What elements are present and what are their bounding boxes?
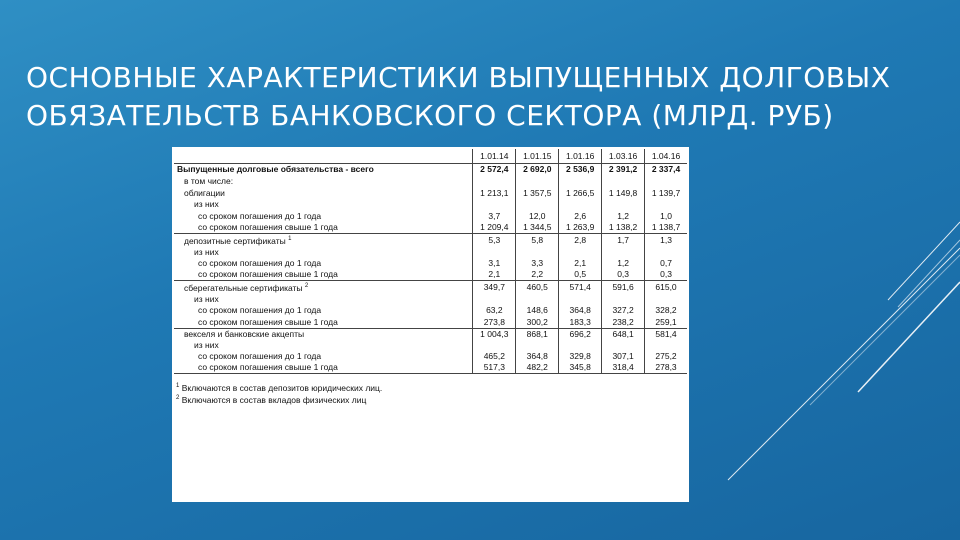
row-label-text: со сроком погашения свыше 1 года	[198, 221, 338, 232]
table-cell	[516, 175, 559, 188]
table-cell	[645, 340, 687, 351]
table-cell	[559, 199, 602, 210]
table-cell: 63,2	[473, 305, 516, 316]
table-cell: 696,2	[559, 328, 602, 340]
row-label	[174, 269, 473, 281]
row-label-text: облигации	[184, 188, 225, 199]
decor-line-5	[728, 248, 960, 480]
table-row	[174, 281, 687, 294]
table-cell: 1 139,7	[645, 188, 687, 199]
table-cell: 615,0	[645, 281, 687, 294]
footnote-mark: 2	[176, 395, 180, 402]
table-cell: 2 692,0	[516, 164, 559, 176]
row-label	[174, 211, 473, 222]
table-cell	[645, 294, 687, 305]
table-row	[174, 188, 687, 199]
debt-table	[174, 149, 687, 374]
decor-line-4	[810, 255, 960, 405]
footnote-text: Включаются в состав депозитов юридических лиц.	[181, 383, 383, 394]
row-label-text: со сроком погашения свыше 1 года	[198, 316, 338, 327]
column-header: 1.03.16	[602, 149, 645, 164]
table-row	[174, 351, 687, 362]
table-cell: 2,8	[559, 233, 602, 246]
row-label-text: со сроком погашения до 1 года	[198, 210, 322, 221]
table-row	[174, 199, 687, 210]
row-label-text: Выпущенные долговые обязательства - всего	[177, 164, 374, 175]
row-label	[174, 305, 473, 316]
table-cell: 2,1	[559, 258, 602, 269]
table-cell: 571,4	[559, 281, 602, 294]
table-cell	[645, 247, 687, 258]
table-row	[174, 175, 687, 188]
table-cell: 327,2	[602, 305, 645, 316]
table-row	[174, 340, 687, 351]
table-cell: 2 337,4	[645, 164, 687, 176]
row-label	[174, 222, 473, 234]
table-cell	[559, 294, 602, 305]
row-label-text: со сроком погашения свыше 1 года	[198, 269, 338, 280]
row-label-text: сберегательные сертификаты	[184, 283, 303, 294]
row-label-text: из них	[194, 340, 219, 350]
table-cell: 2,1	[473, 269, 516, 281]
table-cell: 2,2	[516, 269, 559, 281]
table-cell: 1 263,9	[559, 222, 602, 234]
table-cell: 648,1	[602, 328, 645, 340]
table-cell: 3,1	[473, 258, 516, 269]
table-cell: 345,8	[559, 362, 602, 374]
table-cell: 278,3	[645, 362, 687, 374]
table-cell: 318,4	[602, 362, 645, 374]
table-cell	[473, 199, 516, 210]
column-header: 1.01.14	[473, 149, 516, 164]
table-cell: 1 209,4	[473, 222, 516, 234]
table-cell: 3,3	[516, 258, 559, 269]
table-cell: 1 344,5	[516, 222, 559, 234]
row-label-text: из них	[194, 199, 219, 210]
table-cell	[473, 247, 516, 258]
table-row	[174, 317, 687, 329]
row-label-text: со сроком погашения до 1 года	[198, 258, 322, 269]
table-row	[174, 328, 687, 340]
row-label	[174, 328, 473, 340]
row-label	[174, 317, 473, 329]
row-label-text: со сроком погашения до 1 года	[198, 305, 322, 316]
slide-title-line-1: ОСНОВНЫЕ ХАРАКТЕРИСТИКИ ВЫПУЩЕННЫХ ДОЛГОВЫХ	[26, 60, 891, 94]
table-cell: 349,7	[473, 281, 516, 294]
table-header-row	[174, 149, 687, 164]
table-cell	[516, 294, 559, 305]
row-label	[174, 233, 473, 246]
table-cell: 364,8	[559, 305, 602, 316]
table-cell: 1,2	[602, 258, 645, 269]
table-cell: 1 357,5	[516, 188, 559, 199]
table-cell: 2,6	[559, 211, 602, 222]
table-cell: 364,8	[516, 351, 559, 362]
table-cell: 3,7	[473, 211, 516, 222]
row-label-text: депозитные сертификаты	[184, 235, 286, 246]
table-cell	[473, 294, 516, 305]
column-header: 1.01.15	[516, 149, 559, 164]
decor-line-2	[898, 240, 960, 307]
row-label-text: из них	[194, 246, 219, 257]
row-label-text: из них	[194, 294, 219, 305]
table-cell	[559, 175, 602, 188]
table-cell	[602, 294, 645, 305]
table-cell: 1 138,2	[602, 222, 645, 234]
table-cell: 581,4	[645, 328, 687, 340]
table-cell: 148,6	[516, 305, 559, 316]
table-cell: 1 004,3	[473, 328, 516, 340]
table-cell	[473, 340, 516, 351]
table-cell: 328,2	[645, 305, 687, 316]
table-cell: 868,1	[516, 328, 559, 340]
table-cell: 1 138,7	[645, 222, 687, 234]
footnote-ref: 1	[288, 235, 292, 242]
table-cell: 1 149,8	[602, 188, 645, 199]
table-cell: 273,8	[473, 317, 516, 329]
table-cell: 5,8	[516, 233, 559, 246]
table-cell: 465,2	[473, 351, 516, 362]
table-row	[174, 211, 687, 222]
table-cell: 460,5	[516, 281, 559, 294]
table-row	[174, 164, 687, 176]
row-label	[174, 294, 473, 305]
row-label	[174, 247, 473, 258]
decor-line-1	[888, 222, 960, 300]
column-header: 1.04.16	[645, 149, 687, 164]
row-label	[174, 351, 473, 362]
row-label	[174, 281, 473, 294]
table-cell: 482,2	[516, 362, 559, 374]
row-label	[174, 362, 473, 374]
table-row	[174, 247, 687, 258]
table-header-corner	[174, 149, 473, 164]
table-cell	[645, 175, 687, 188]
table-cell: 329,8	[559, 351, 602, 362]
table-cell: 1 213,1	[473, 188, 516, 199]
row-label	[174, 175, 473, 188]
table-cell	[559, 247, 602, 258]
table-cell: 2 536,9	[559, 164, 602, 176]
footnotes	[174, 380, 687, 404]
table-cell: 0,7	[645, 258, 687, 269]
footnote	[174, 380, 687, 392]
table-row	[174, 258, 687, 269]
row-label	[174, 188, 473, 199]
table-cell: 275,2	[645, 351, 687, 362]
table-cell: 5,3	[473, 233, 516, 246]
table-cell: 12,0	[516, 211, 559, 222]
table-cell: 1,0	[645, 211, 687, 222]
row-label	[174, 340, 473, 351]
table-cell: 0,3	[645, 269, 687, 281]
row-label	[174, 199, 473, 210]
table-cell: 1,3	[645, 233, 687, 246]
table-row	[174, 222, 687, 234]
table-cell: 0,5	[559, 269, 602, 281]
row-label-text: в том числе:	[184, 176, 234, 187]
footnote-mark: 1	[176, 383, 180, 390]
table-row	[174, 362, 687, 374]
table-cell	[516, 340, 559, 351]
row-label-text: со сроком погашения свыше 1 года	[198, 362, 338, 373]
table-cell: 307,1	[602, 351, 645, 362]
table-cell: 2 391,2	[602, 164, 645, 176]
table-cell: 1,2	[602, 211, 645, 222]
row-label-text: со сроком погашения до 1 года	[198, 351, 322, 362]
table-row	[174, 233, 687, 246]
table-cell	[516, 247, 559, 258]
row-label-text: векселя и банковские акцепты	[184, 328, 305, 339]
table-row	[174, 294, 687, 305]
table-cell	[602, 199, 645, 210]
table-cell: 183,3	[559, 317, 602, 329]
table-image	[172, 147, 689, 502]
slide-title	[26, 59, 936, 135]
column-header: 1.01.16	[559, 149, 602, 164]
footnote-text: Включаются в состав вкладов физических лиц	[181, 395, 367, 406]
table-cell: 591,6	[602, 281, 645, 294]
table-cell	[559, 340, 602, 351]
table-cell: 1 266,5	[559, 188, 602, 199]
table-cell: 259,1	[645, 317, 687, 329]
footnote-ref: 2	[304, 283, 309, 290]
table-cell	[602, 340, 645, 351]
table-cell	[645, 199, 687, 210]
table-cell: 2 572,4	[473, 164, 516, 176]
table-cell	[516, 199, 559, 210]
slide-title-line-2: ОБЯЗАТЕЛЬСТВ БАНКОВСКОГО СЕКТОРА (МЛРД. РУБ)	[26, 98, 834, 132]
table-cell	[473, 175, 516, 188]
table-cell	[602, 175, 645, 188]
table-row	[174, 269, 687, 281]
table-cell: 517,3	[473, 362, 516, 374]
table-row	[174, 305, 687, 316]
row-label	[174, 164, 473, 176]
table-cell	[602, 247, 645, 258]
table-cell: 300,2	[516, 317, 559, 329]
table-cell: 0,3	[602, 269, 645, 281]
footnote	[174, 392, 687, 404]
table-cell: 1,7	[602, 233, 645, 246]
table-cell: 238,2	[602, 317, 645, 329]
row-label	[174, 258, 473, 269]
